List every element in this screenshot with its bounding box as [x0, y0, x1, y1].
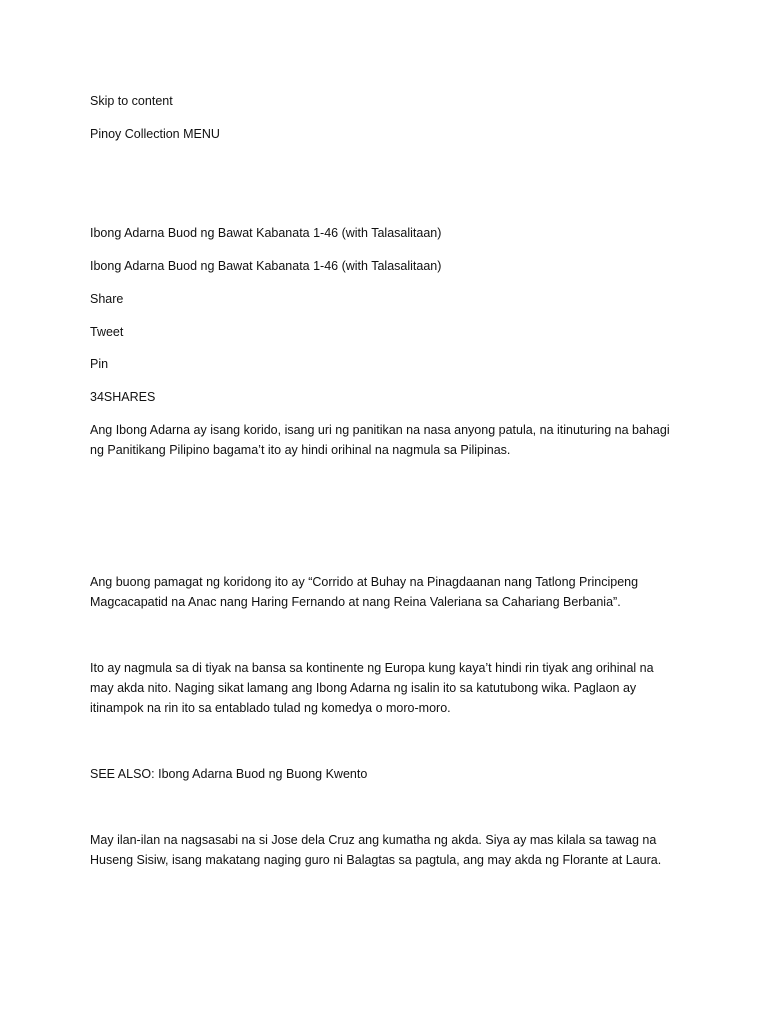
- paragraph-line: ng Panitikang Pilipino bagama’t ito ay hindi orihinal na nagmula sa Pilipinas.: [90, 443, 511, 457]
- paragraph-line: Huseng Sisiw, isang makatang naging guro ni Balagtas sa pagtula, ang may akda ng Florante at Laura.: [90, 853, 662, 867]
- skip-to-content-link[interactable]: Skip to content: [90, 94, 173, 108]
- article-title: Ibong Adarna Buod ng Bawat Kabanata 1-46 (with Talasalitaan): [90, 226, 442, 240]
- paragraph-full-title: [90, 572, 690, 612]
- paragraph-origin: [90, 658, 690, 718]
- paragraph-line: Ang Ibong Adarna ay isang korido, isang uri ng panitikan na nasa anyong patula, na itinuturing na bahagi: [90, 423, 670, 437]
- paragraph-line: May ilan-ilan na nagsasabi na si Jose dela Cruz ang kumatha ng akda. Siya ay mas kilala sa tawag na: [90, 833, 657, 847]
- tweet-button[interactable]: Tweet: [90, 325, 124, 339]
- paragraph-line: may akda nito. Naging sikat lamang ang Ibong Adarna ng isalin ito sa katutubong wika. Paglaon ay: [90, 681, 637, 695]
- paragraph-intro: [90, 420, 690, 460]
- paragraph-author: [90, 830, 690, 870]
- site-menu-link[interactable]: Pinoy Collection MENU: [90, 127, 220, 141]
- shares-count: 34SHARES: [90, 390, 156, 404]
- paragraph-line: Ito ay nagmula sa di tiyak na bansa sa kontinente ng Europa kung kaya’t hindi rin tiyak ang orihinal na: [90, 661, 654, 675]
- paragraph-line: Ang buong pamagat ng koridong ito ay “Corrido at Buhay na Pinagdaanan nang Tatlong Principeng: [90, 575, 639, 589]
- paragraph-line: itinampok na rin ito sa entablado tulad ng komedya o moro-moro.: [90, 701, 451, 715]
- paragraph-line: Magcacapatid na Anac nang Haring Fernando at nang Reina Valeriana sa Cahariang Berbania”.: [90, 595, 621, 609]
- share-button[interactable]: Share: [90, 292, 124, 306]
- article-title-repeat: Ibong Adarna Buod ng Bawat Kabanata 1-46 (with Talasalitaan): [90, 259, 442, 273]
- pin-button[interactable]: Pin: [90, 357, 109, 371]
- see-also-link[interactable]: SEE ALSO: Ibong Adarna Buod ng Buong Kwento: [90, 767, 368, 781]
